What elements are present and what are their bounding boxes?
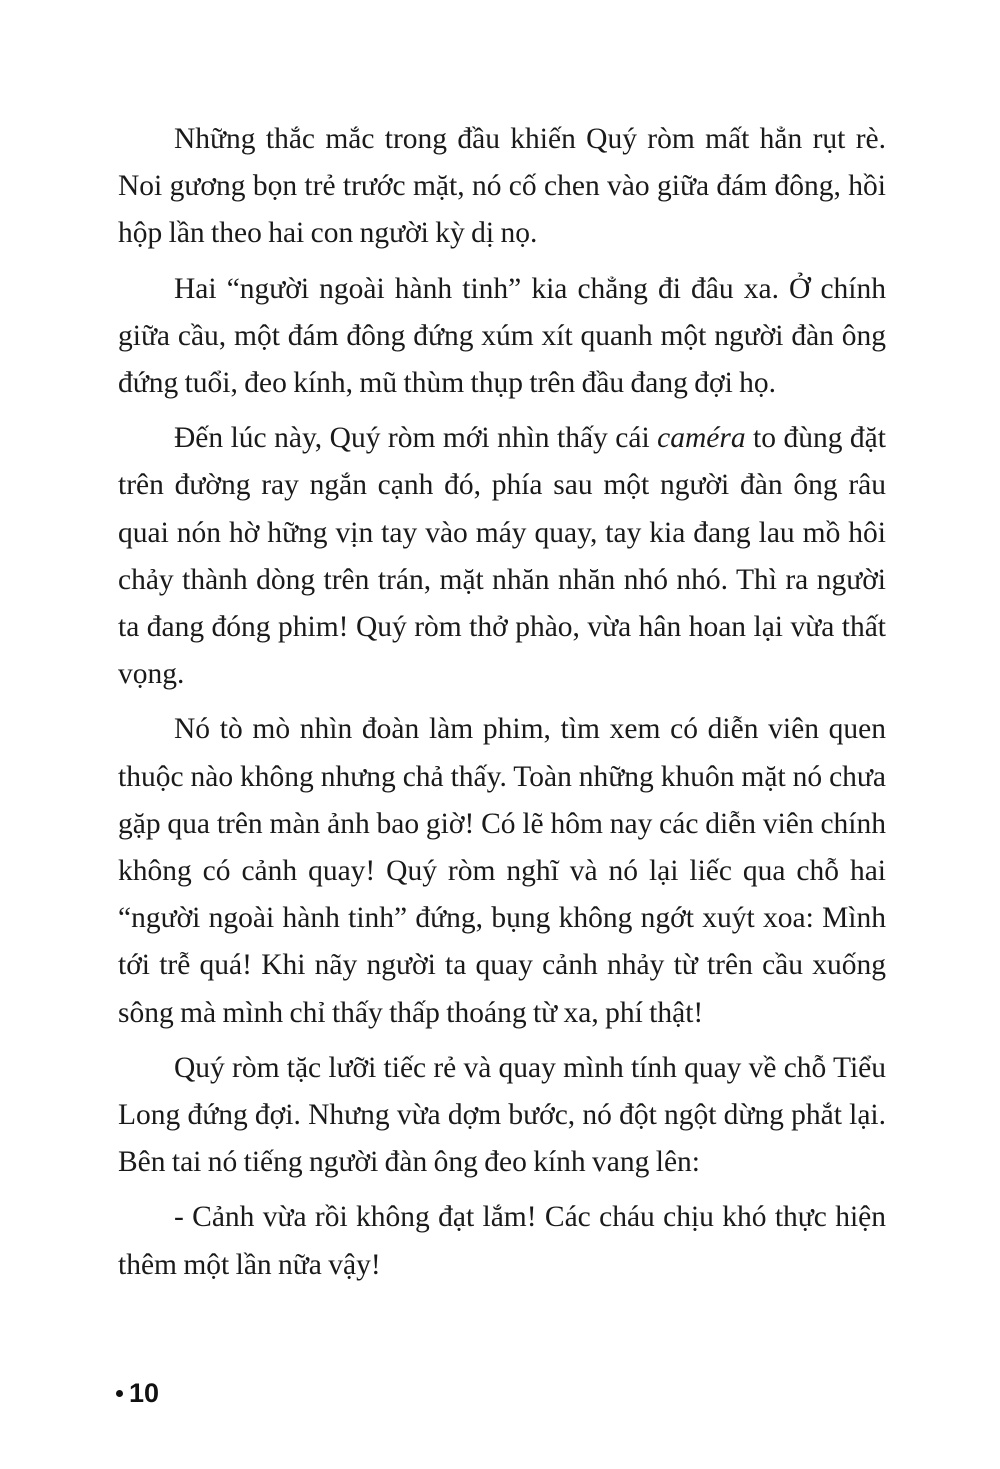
page-number-value: 10 [129, 1378, 160, 1408]
paragraph-5 [118, 1045, 886, 1187]
paragraph-text: Quý ròm tặc lưỡi tiếc rẻ và quay mình tính quay về chỗ Tiểu Long đứng đợi. Nhưng vừa dợm bước, nó đột ngột dừng phắt lại. Bên tai nó tiếng người đàn ông đeo kính vang lên: [118, 1051, 886, 1179]
bullet-dot-icon [116, 1390, 123, 1397]
paragraph-1 [118, 116, 886, 258]
paragraph-text: - Cảnh vừa rồi không đạt lắm! Các cháu chịu khó thực hiện thêm một lần nữa vậy! [118, 1201, 886, 1281]
paragraph-text: Những thắc mắc trong đầu khiến Quý ròm mất hẳn rụt rè. Noi gương bọn trẻ trước mặt, nó cố chen vào giữa đám đông, hồi hộp lần theo hai con người kỳ dị nọ. [118, 123, 886, 250]
paragraph-text: Đến lúc này, Quý ròm mới nhìn thấy cái [174, 422, 658, 455]
paragraph-text: to đùng đặt trên đường ray ngắn cạnh đó, phía sau một người đàn ông râu quai nón hờ hững vịn tay vào máy quay, tay kia đang lau mồ hôi chảy thành dòng trên trán, mặt nhăn nhăn nhó nhó. Thì ra người ta đang đóng phim! Quý ròm thở phào, vừa hân hoan lại vừa thất vọng. [118, 422, 886, 691]
paragraph-4 [118, 706, 886, 1036]
paragraph-text: Nó tò mò nhìn đoàn làm phim, tìm xem có diễn viên quen thuộc nào không nhưng chả thấy. Toàn những khuôn mặt nó chưa gặp qua trên màn ảnh bao giờ! Có lẽ hôm nay các diễn viên chính không có cảnh quay! Quý ròm nghĩ và nó lại liếc qua chỗ hai “người ngoài hành tinh” đứng, bụng không ngớt xuýt xoa: Mình tới trễ quá! Khi nãy người ta quay cảnh nhảy từ trên cầu xuống sông mà mình chỉ thấy thấp thoáng từ xa, phí thật! [118, 713, 886, 1029]
paragraph-2 [118, 266, 886, 408]
body-text [118, 116, 886, 1297]
paragraph-text: Hai “người ngoài hành tinh” kia chẳng đi đâu xa. Ở chính giữa cầu, một đám đông đứng xúm xít quanh một người đàn ông đứng tuổi, đeo kính, mũ thùm thụp trên đầu đang đợi họ. [118, 272, 886, 400]
paragraph-6 [118, 1194, 886, 1288]
page-number [116, 1377, 159, 1409]
italic-term: caméra [657, 422, 746, 455]
paragraph-3 [118, 415, 886, 698]
